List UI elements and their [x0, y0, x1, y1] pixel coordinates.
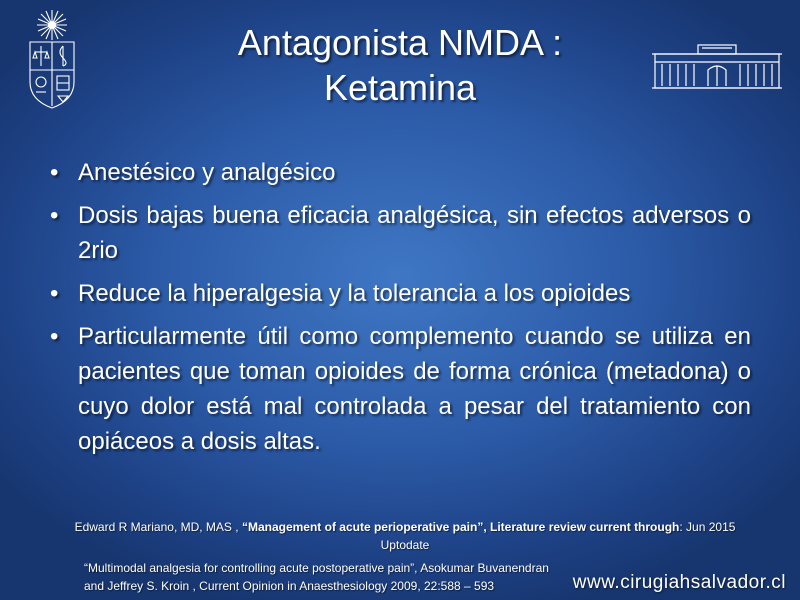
reference-author: Edward R Mariano, MD, MAS ,	[74, 520, 242, 534]
bullet-list	[48, 155, 751, 467]
slide-title-line1: Antagonista NMDA :	[237, 22, 563, 63]
bullet-text: Dosis bajas buena eficacia analgésica, sin efectos adversos o 2rio	[78, 202, 751, 264]
bullet-item	[48, 198, 751, 268]
university-crest-icon	[22, 8, 82, 112]
slide-title	[140, 20, 660, 110]
bullet-item	[48, 155, 751, 190]
reference-title: “Management of acute perioperative pain”, Literature review current through	[241, 520, 680, 534]
bullet-marker: •	[50, 323, 59, 350]
bullet-text: Reduce la hiperalgesia y la tolerancia a los opioides	[78, 280, 631, 307]
reference-date: : Jun 2015 Uptodate	[380, 520, 736, 552]
hospital-building-icon	[652, 42, 782, 92]
bullet-marker: •	[50, 159, 59, 186]
website-footer: www.cirugiahsalvador.cl	[572, 572, 786, 593]
reference-citation-2: “Multimodal analgesia for controlling acute postoperative pain”, Asokumar Buvanendran and Jeffrey S. Kroin , Current Opinion in Anaesthesiology 2009, 22:588 – 593	[84, 561, 549, 593]
reference-citation-1	[60, 518, 750, 554]
bullet-marker: •	[50, 202, 59, 229]
bullet-text: Particularmente útil como complemento cuando se utiliza en pacientes que toman opioides de forma crónica (metadona) o cuyo dolor está mal controlada a pesar del tratamiento con opiáceos a dosis altas.	[78, 323, 751, 455]
slide-title-line2: Ketamina	[323, 67, 477, 108]
bullet-text: Anestésico y analgésico	[78, 159, 336, 186]
bullet-item	[48, 319, 751, 459]
bullet-item	[48, 276, 751, 311]
bullet-marker: •	[50, 280, 59, 307]
